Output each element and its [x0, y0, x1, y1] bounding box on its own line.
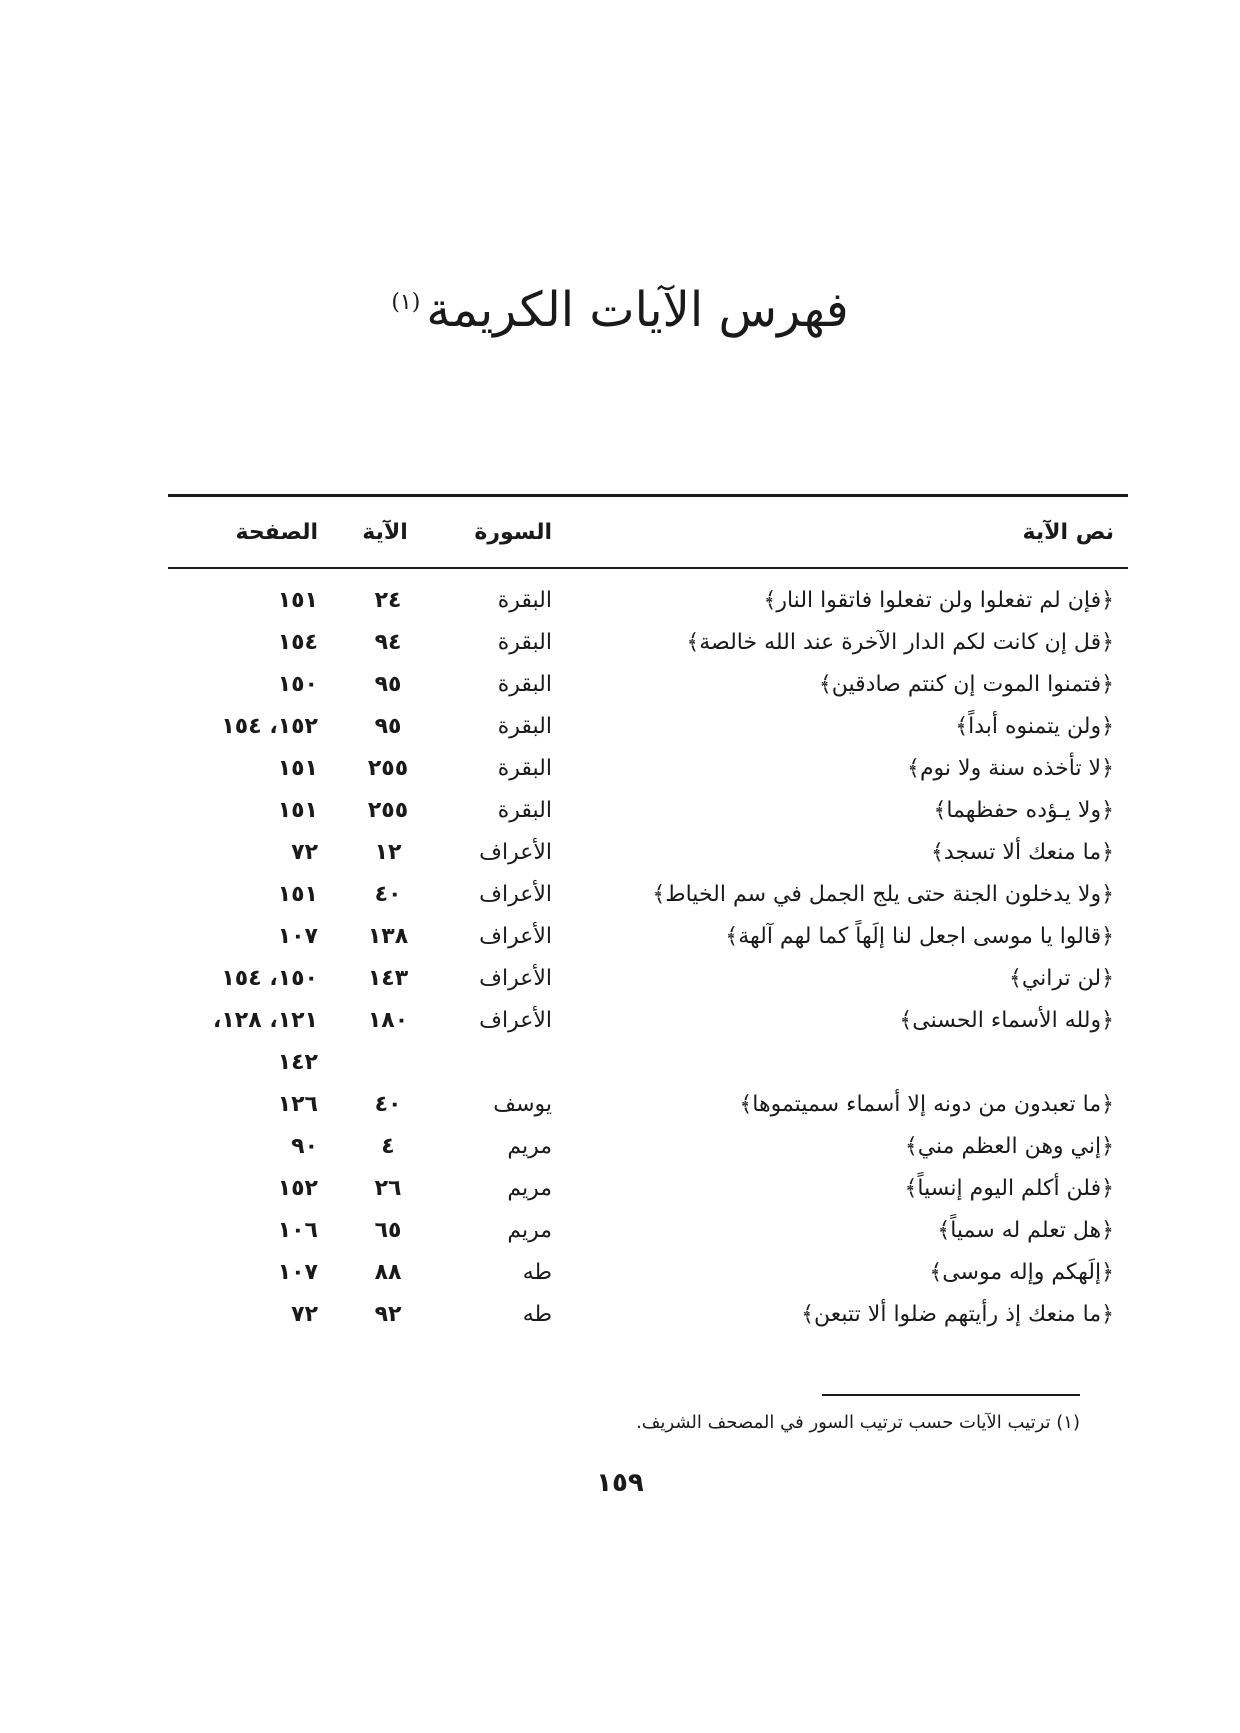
ayah-number: ٤٠: [374, 881, 402, 907]
page-ref: ١٠٧: [277, 923, 318, 949]
page-ref: ١٥٠: [277, 671, 318, 697]
surah-name: مريم: [507, 1133, 552, 1159]
verse-text: ﴿ولله الأسماء الحسنى﴾: [899, 1007, 1114, 1033]
ayah-number: ٨٨: [374, 1259, 402, 1285]
ayah-number: ٩٥: [374, 713, 402, 739]
verse-text: ﴿ولا يدخلون الجنة حتى يلج الجمل في سم الخياط﴾: [652, 881, 1114, 907]
verse-text: ﴿قل إن كانت لكم الدار الآخرة عند الله خالصة﴾: [686, 629, 1114, 655]
header-surah: السورة: [474, 519, 552, 545]
table-row: [168, 705, 1128, 747]
ayah-number: [346, 1041, 424, 1083]
table-row: [168, 999, 1128, 1041]
page-ref: ١٢٦: [277, 1091, 318, 1117]
page-ref: ١٠٧: [277, 1259, 318, 1285]
surah-name: البقرة: [497, 755, 552, 781]
header-verse-text: نص الآية: [1022, 519, 1114, 545]
page-ref: ١٥١: [277, 797, 318, 823]
page-ref: ٧٢: [291, 1301, 318, 1327]
verse-text: ﴿فتمنوا الموت إن كنتم صادقين﴾: [818, 671, 1114, 697]
page-ref: ١٥٠، ١٥٤: [221, 965, 318, 991]
table-row: [168, 568, 1128, 621]
title-footnote-marker: (١): [391, 290, 421, 315]
surah-name: طه: [522, 1301, 552, 1327]
verses-index-table: [168, 494, 1128, 1335]
ayah-number: ٢٤: [374, 587, 402, 613]
page-ref: ١٥١: [277, 881, 318, 907]
verse-text: ﴿إلَهكم وإله موسى﴾: [929, 1259, 1114, 1285]
surah-name: البقرة: [497, 629, 552, 655]
table-row: [168, 1293, 1128, 1335]
ayah-number: ٩٥: [374, 671, 402, 697]
ayah-number: ٤٠: [374, 1091, 402, 1117]
page-title: [0, 268, 1240, 345]
table-row: [168, 1209, 1128, 1251]
table-row: [168, 789, 1128, 831]
table-row: [168, 873, 1128, 915]
ayah-number: ٤: [381, 1133, 395, 1159]
surah-name: الأعراف: [479, 1007, 552, 1033]
verse-text: ﴿قالوا يا موسى اجعل لنا إلَهاً كما لهم آلهة﴾: [725, 923, 1114, 949]
table-row: [168, 1125, 1128, 1167]
surah-name: الأعراف: [479, 839, 552, 865]
verse-text: ﴿لن تراني﴾: [1008, 965, 1114, 991]
ayah-number: ٩٢: [374, 1301, 402, 1327]
surah-name: [424, 1041, 552, 1083]
ayah-number: ١٤٣: [367, 965, 409, 991]
verse-text: ﴿ولا يـؤده حفظهما﴾: [933, 797, 1114, 823]
page-ref: ٧٢: [291, 839, 318, 865]
header-page: الصفحة: [235, 519, 318, 545]
verse-text: ﴿لا تأخذه سنة ولا نوم﴾: [907, 755, 1114, 781]
surah-name: البقرة: [497, 713, 552, 739]
page-number: ١٥٩: [596, 1468, 644, 1498]
ayah-number: ١٣٨: [367, 923, 409, 949]
surah-name: يوسف: [493, 1091, 552, 1117]
ayah-number: ١٨٠: [367, 1007, 409, 1033]
surah-name: مريم: [507, 1175, 552, 1201]
page-ref: ١٥٤: [277, 629, 318, 655]
header-ayah: الآية: [362, 519, 408, 545]
verse-text: ﴿ما تعبدون من دونه إلا أسماء سميتموها﴾: [739, 1091, 1114, 1117]
verse-text: ﴿فإن لم تفعلوا ولن تفعلوا فاتقوا النار﴾: [763, 587, 1114, 613]
ayah-number: ٩٤: [374, 629, 402, 655]
ayah-number: ٦٥: [374, 1217, 402, 1243]
table-row: [168, 1251, 1128, 1293]
page-ref: ١٢١، ١٢٨،: [213, 1007, 318, 1033]
surah-name: البقرة: [497, 587, 552, 613]
verse-text: [552, 1041, 1128, 1083]
surah-name: الأعراف: [479, 923, 552, 949]
verse-text: ﴿ولن يتمنوه أبداً﴾: [955, 713, 1114, 739]
surah-name: الأعراف: [479, 881, 552, 907]
verse-text: ﴿ما منعك إذ رأيتهم ضلوا ألا تتبعن﴾: [801, 1301, 1114, 1327]
table-row: [168, 621, 1128, 663]
verse-text: ﴿هل تعلم له سمياً﴾: [937, 1217, 1114, 1243]
ayah-number: ٢٥٥: [367, 797, 409, 823]
surah-name: مريم: [507, 1217, 552, 1243]
verse-text: ﴿فلن أكلم اليوم إنسياً﴾: [904, 1175, 1114, 1201]
page-ref: ١٥١: [277, 755, 318, 781]
ayah-number: ١٢: [374, 839, 402, 865]
table-row: [168, 831, 1128, 873]
page-ref: ١٥٢، ١٥٤: [221, 713, 318, 739]
surah-name: البقرة: [497, 797, 552, 823]
ayah-number: ٢٥٥: [367, 755, 409, 781]
footnote: (١) ترتيب الآيات حسب ترتيب السور في المصحف الشريف.: [636, 1412, 1080, 1433]
table-row: [168, 747, 1128, 789]
table-header-row: [168, 496, 1128, 569]
table-row: [168, 915, 1128, 957]
verse-text: ﴿ما منعك ألا تسجد﴾: [931, 839, 1114, 865]
table-row: [168, 1167, 1128, 1209]
table-row: [168, 663, 1128, 705]
footnote-divider: [822, 1394, 1080, 1396]
surah-name: البقرة: [497, 671, 552, 697]
verse-text: ﴿إني وهن العظم مني﴾: [904, 1133, 1114, 1159]
table-row: [168, 1041, 1128, 1083]
ayah-number: ٢٦: [374, 1175, 402, 1201]
page-ref: ٩٠: [291, 1133, 318, 1159]
title-text: فهرس الآيات الكريمة: [426, 282, 849, 338]
surah-name: طه: [522, 1259, 552, 1285]
page-ref: ١٥١: [277, 587, 318, 613]
page-ref: ١٤٢: [277, 1049, 318, 1075]
page-ref: ١٥٢: [277, 1175, 318, 1201]
table-row: [168, 1083, 1128, 1125]
surah-name: الأعراف: [479, 965, 552, 991]
table-row: [168, 957, 1128, 999]
page-ref: ١٠٦: [277, 1217, 318, 1243]
